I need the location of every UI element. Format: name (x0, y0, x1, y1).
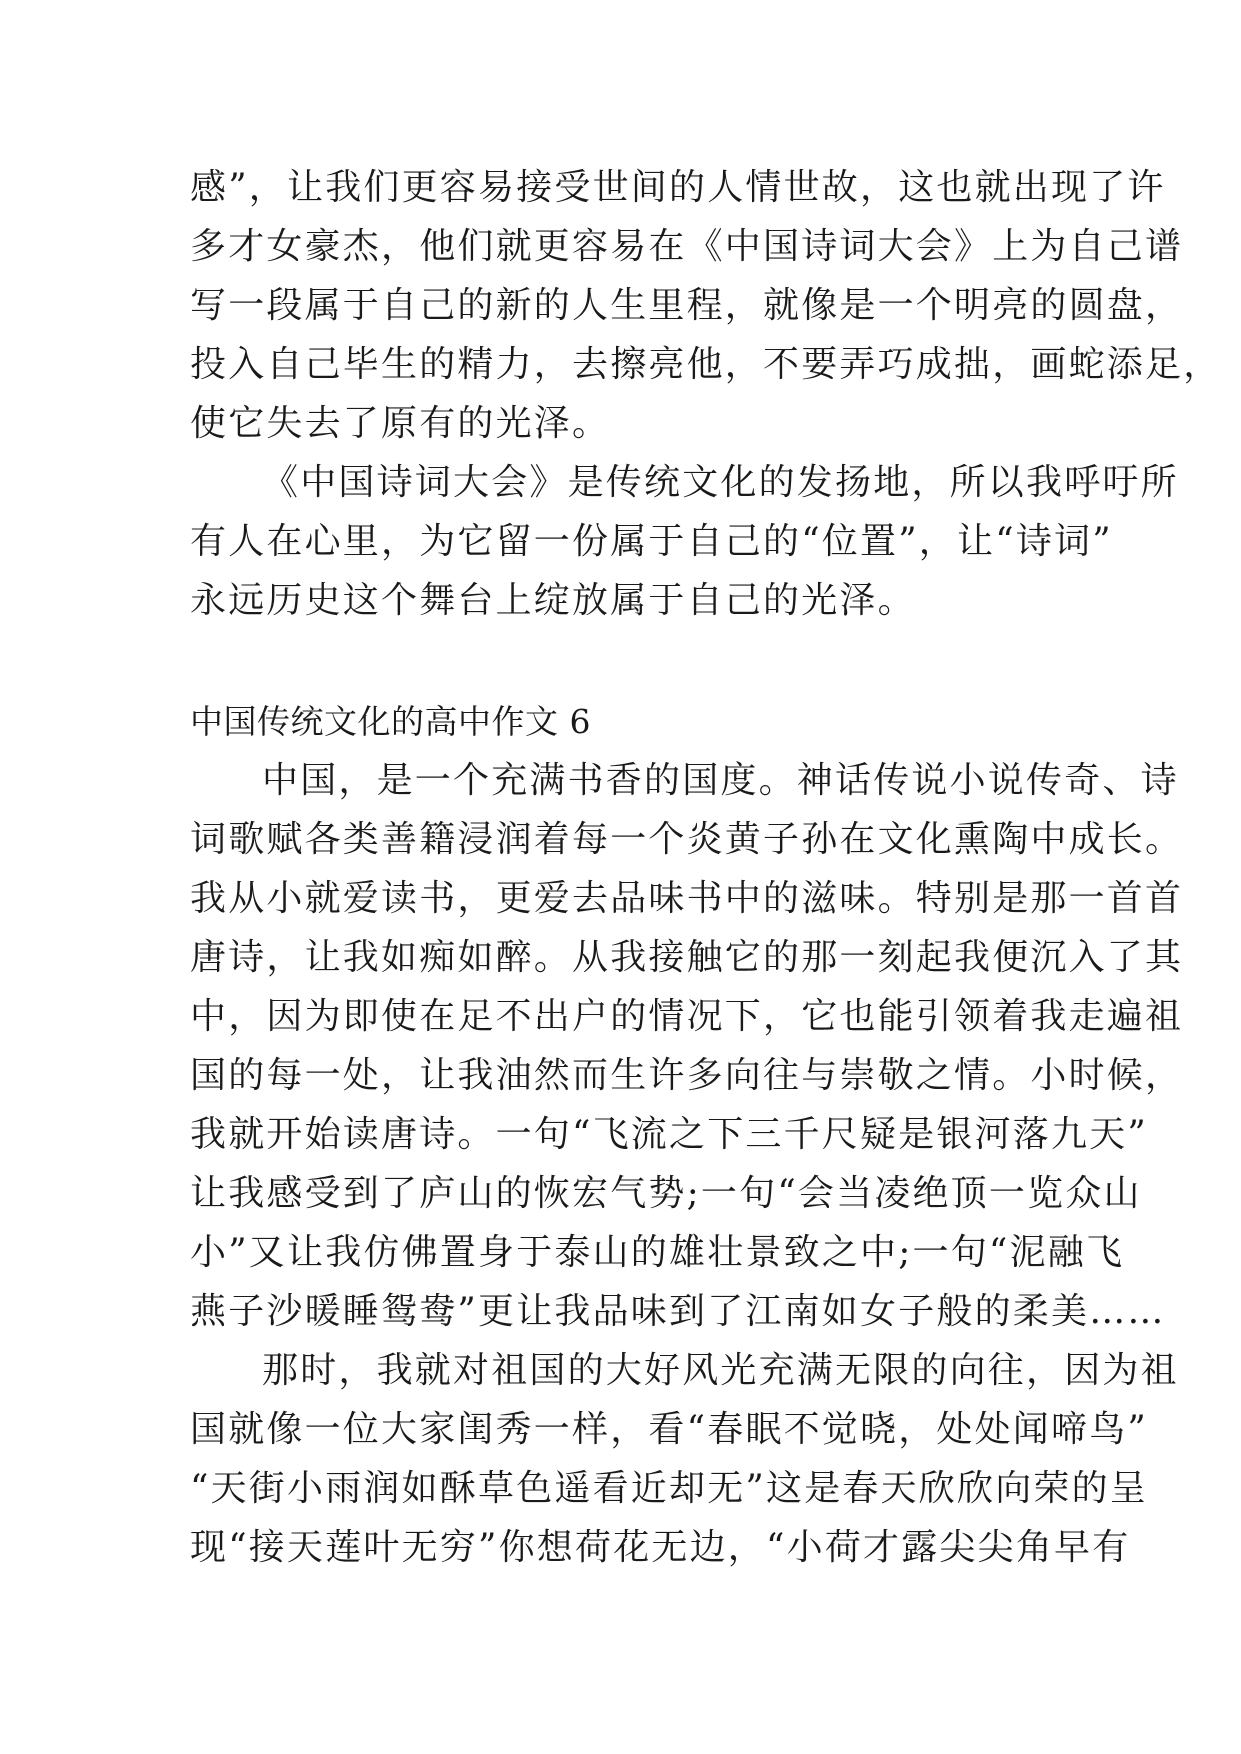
text-line: 国就像一位大家闺秀一样，看“春眠不觉晓，处处闻啼鸟” (190, 1409, 1149, 1450)
text-line: 《中国诗词大会》是传统文化的发扬地，所以我呼吁所 (262, 462, 1179, 503)
text-line: 投入自己毕生的精力，去擦亮他，不要弄巧成拙，画蛇添足， (190, 344, 1222, 385)
paragraph-4 (190, 1341, 1179, 1577)
text-line: 现“接天莲叶无穷”你想荷花无边，“小荷才露尖尖角早有 (190, 1527, 1131, 1568)
paragraph-3 (190, 751, 1184, 1341)
text-line: 那时，我就对祖国的大好风光充满无限的向往，因为祖 (262, 1350, 1179, 1391)
text-line: 词歌赋各类善籍浸润着每一个炎黄子孙在文化熏陶中成长。 (190, 819, 1184, 860)
text-line: 唐诗，让我如痴如醉。从我接触它的那一刻起我便沉入了其 (190, 937, 1184, 978)
text-line: 我就开始读唐诗。一句“飞流之下三千尺疑是银河落九天” (190, 1114, 1149, 1155)
text-line: 写一段属于自己的新的人生里程，就像是一个明亮的圆盘， (190, 285, 1184, 326)
text-line: 燕子沙暖睡鸳鸯”更让我品味到了江南如女子般的柔美…… (190, 1291, 1166, 1332)
text-line: 国的每一处，让我油然而生许多向往与崇敬之情。小时候， (190, 1055, 1184, 1096)
text-line: 有人在心里，为它留一份属于自己的“位置”，让“诗词” (190, 521, 1113, 562)
text-line: 使它失去了原有的光泽。 (190, 403, 611, 444)
paragraph-1 (190, 158, 1222, 453)
section-heading: 中国传统文化的高中作文 6 (190, 702, 591, 741)
document-body (190, 158, 1222, 1577)
text-line: 多才女豪杰，他们就更容易在《中国诗词大会》上为自己谱 (190, 226, 1184, 267)
text-line: 中国，是一个充满书香的国度。神话传说小说传奇、诗 (262, 760, 1179, 801)
text-line: 感”，让我们更容易接受世间的人情世故，这也就出现了许 (190, 167, 1166, 208)
text-line: “天街小雨润如酥草色遥看近却无”这是春天欣欣向荣的呈 (190, 1468, 1149, 1509)
paragraph-2 (190, 453, 1179, 630)
text-line: 小”又让我仿佛置身于泰山的雄壮景致之中;一句“泥融飞 (190, 1232, 1125, 1273)
section-spacer (190, 630, 1070, 692)
text-line: 我从小就爱读书，更爱去品味书中的滋味。特别是那一首首 (190, 878, 1184, 919)
text-line: 让我感受到了庐山的恢宏气势;一句“会当凌绝顶一览众山 (190, 1173, 1142, 1214)
text-line: 永远历史这个舞台上绽放属于自己的光泽。 (190, 580, 916, 621)
text-line: 中，因为即使在足不出户的情况下，它也能引领着我走遍祖 (190, 996, 1184, 1037)
